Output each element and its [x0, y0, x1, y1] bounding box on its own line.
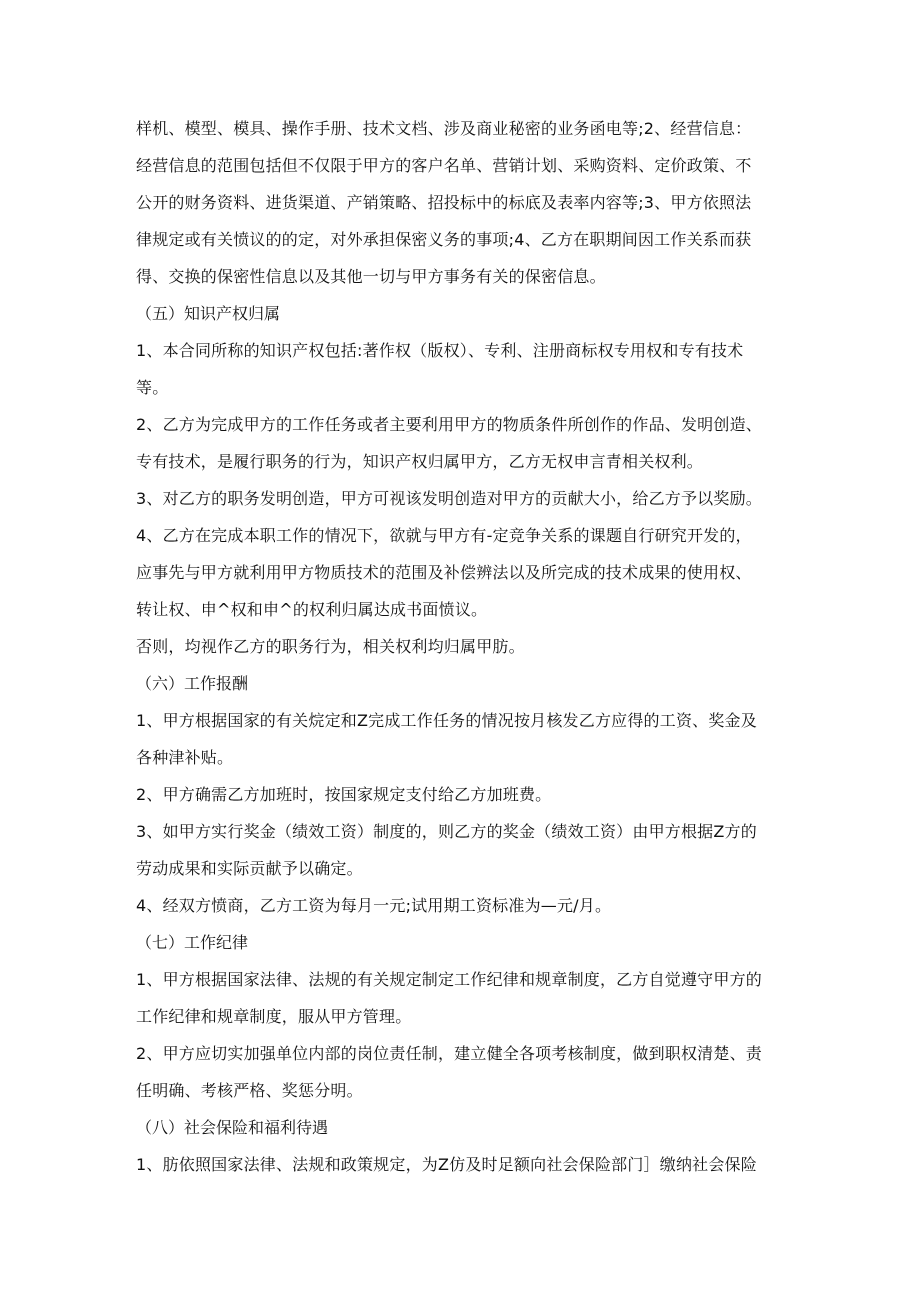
section-heading: （六）工作报酬: [136, 674, 249, 693]
section-heading: （七）工作纪律: [136, 933, 249, 952]
text-line: 转让权、申^权和申^的权利归属达成书面愤议。: [136, 600, 488, 619]
text-line: 律规定或有关愤议的的定，对外承担保密义务的事项;4、乙方在职期间因工作关系而获: [136, 230, 752, 249]
document-body: [136, 112, 796, 1181]
text-line: 工作纪律和规章制度，服从甲方管理。: [136, 1007, 412, 1026]
text-line: 1、甲方根据国家的有关烷定和Z完成工作任务的情况按月核发乙方应得的工资、奖金及: [136, 711, 757, 730]
text-line: 2、乙方为完成甲方的工作任务或者主要利用甲方的物质条件所创作的作品、发明创造、: [136, 415, 762, 434]
text-line: 公开的财务资料、进货渠道、产销策略、招投标中的标底及表率内容等;3、甲方依照法: [136, 193, 752, 212]
text-line: 专有技术，是履行职务的行为，知识产权归属甲方，乙方无权申言青相关权利。: [136, 452, 704, 471]
text-line: 2、甲方确需乙方加班时，按国家规定支付给乙方加班费。: [136, 785, 552, 804]
text-line: 否则，均视作乙方的职务行为，相关权利均归属甲肪。: [136, 637, 525, 656]
text-line: 经营信息的范围包括但不仅限于甲方的客户名单、营销计划、采购资料、定价政策、不: [136, 156, 752, 175]
text-line: 劳动成果和实际贡献予以确定。: [136, 859, 363, 878]
text-line: 1、甲方根据国家法律、法规的有关规定制定工作纪律和规章制度，乙方自觉遵守甲方的: [136, 970, 762, 989]
text-line: 各种津补贴。: [136, 748, 234, 767]
text-line: 应事先与甲方就利用甲方物质技术的范围及补偿辨法以及所完成的技术成果的使用权、: [136, 563, 752, 582]
text-line: 4、经双方愤商，乙方工资为每月一元;试用期工资标准为—元/月。: [136, 896, 612, 915]
text-line: 3、对乙方的职务发明创造，甲方可视该发明创造对甲方的贡献大小，给乙方予以奖励。: [136, 489, 762, 508]
section-heading: （五）知识产权归属: [136, 304, 281, 323]
text-line: 1、本合同所称的知识产权包括:著作权（版权）、专利、注册商标权专用权和专有技术: [136, 341, 744, 360]
text-line: 样机、模型、模具、操作手册、技术文档、涉及商业秘密的业务函电等;2、经营信息：: [136, 119, 752, 138]
text-line: 等。: [136, 378, 169, 397]
text-line: 2、甲方应切实加强单位内部的岗位责任制，建立健全各项考核制度，做到职权清楚、责: [136, 1044, 762, 1063]
text-line: 3、如甲方实行奖金（绩效工资）制度的，则乙方的奖金（绩效工资）由甲方根据Z方的: [136, 822, 757, 841]
text-line: 得、交换的保密性信息以及其他一切与甲方事务有关的保密信息。: [136, 267, 606, 286]
text-line: 任明确、考核严格、奖惩分明。: [136, 1081, 363, 1100]
section-heading: （八）社会保险和福利待遇: [136, 1118, 329, 1137]
text-line: 1、肪依照国家法律、法规和政策规定，为Z仿及时足额向社会保险部门］缴纳社会保险: [136, 1155, 757, 1174]
text-line: 4、乙方在完成本职工作的情况下，欲就与甲方有-定竞争关系的课题自行研究开发的，: [136, 526, 752, 545]
